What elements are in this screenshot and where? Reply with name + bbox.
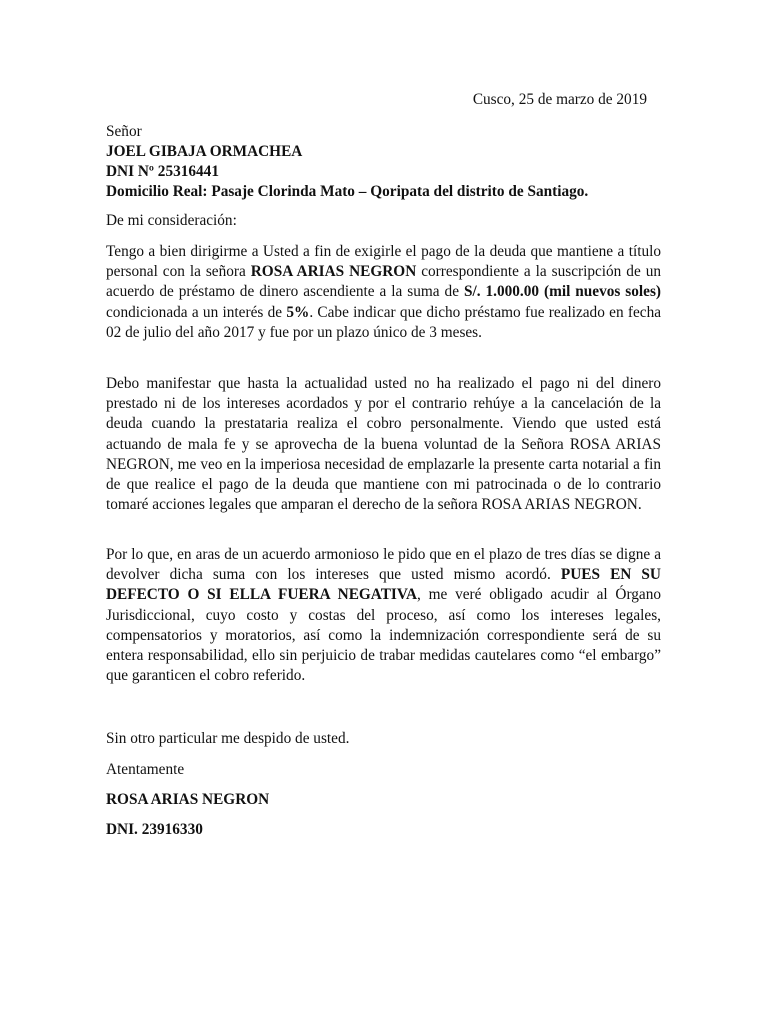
signer-dni: DNI. 23916330: [106, 821, 203, 838]
paragraph-2: Debo manifestar que hasta la actualidad usted no ha realizado el pago ni del dinero prestado ni de los intereses acordados y por el contrario rehúye a la cancelación de la deuda cuando la prestataria realiza el cobro personalmente. Viendo que usted está actuando de mala fe y se aprovecha de la buena voluntad de la Señora ROSA ARIAS NEGRON, me veo en la imperiosa necesidad de emplazarle la presente carta notarial a fin de que realice el pago de la deuda que mantiene con mi patrocinada o de lo contrario tomaré acciones legales que amparan el derecho de la señora ROSA ARIAS NEGRON.: [106, 375, 661, 514]
addressee-block: [106, 122, 661, 202]
closing-line: Sin otro particular me despido de usted.: [106, 730, 350, 747]
paragraph-1-interest: 5%: [286, 303, 310, 321]
paragraph-1-text-2: correspondiente a la suscripción de un acuerdo de préstamo de dinero ascendiente a la suma de: [106, 263, 661, 301]
paragraph-1-creditor-name: ROSA ARIAS NEGRON: [250, 263, 417, 281]
greeting: De mi consideración:: [106, 212, 237, 229]
addressee-address: Domicilio Real: Pasaje Clorinda Mato – Qoripata del distrito de Santiago.: [106, 183, 589, 200]
sign-off: Atentamente: [106, 761, 185, 778]
paragraph-1-text-4: . Cabe indicar que dicho préstamo fue realizado en fecha 02 de julio del año 2017 y fue por un plazo único de 3 meses.: [106, 303, 662, 341]
paragraph-3-warning: PUES EN SU DEFECTO O SI ELLA FUERA NEGATIVA: [106, 566, 661, 604]
addressee-dni: DNI Nº 25316441: [106, 163, 219, 180]
paragraph-3-text-1: Por lo que, en aras de un acuerdo armonioso le pido que en el plazo de tres días se digne a devolver dicha suma con los intereses que usted mismo acordó.: [106, 546, 661, 584]
paragraph-3: [106, 545, 661, 686]
paragraph-1-amount: S/. 1.000.00 (mil nuevos soles): [463, 283, 661, 301]
letter-date: Cusco, 25 de marzo de 2019: [472, 91, 647, 108]
addressee-name: JOEL GIBAJA ORMACHEA: [106, 143, 303, 160]
addressee-salutation: Señor: [106, 123, 142, 140]
paragraph-1: [106, 242, 661, 343]
signer-name: ROSA ARIAS NEGRON: [106, 791, 270, 808]
paragraph-1-text-3: condicionada a un interés de: [106, 303, 287, 321]
paragraph-3-text-2: , me veré obligado acudir al Órgano Jurisdiccional, cuyo costo y costas del proceso, así como los intereses legales, compensatorios y moratorios, así como la indemnización correspondiente será de su entera responsabilidad, ello sin perjuicio de trabar medidas cautelares como “el embargo” que garanticen el cobro referido.: [106, 586, 661, 685]
paragraph-1-text-1: Tengo a bien dirigirme a Usted a fin de exigirle el pago de la deuda que mantiene a título personal con la señora: [106, 243, 661, 281]
